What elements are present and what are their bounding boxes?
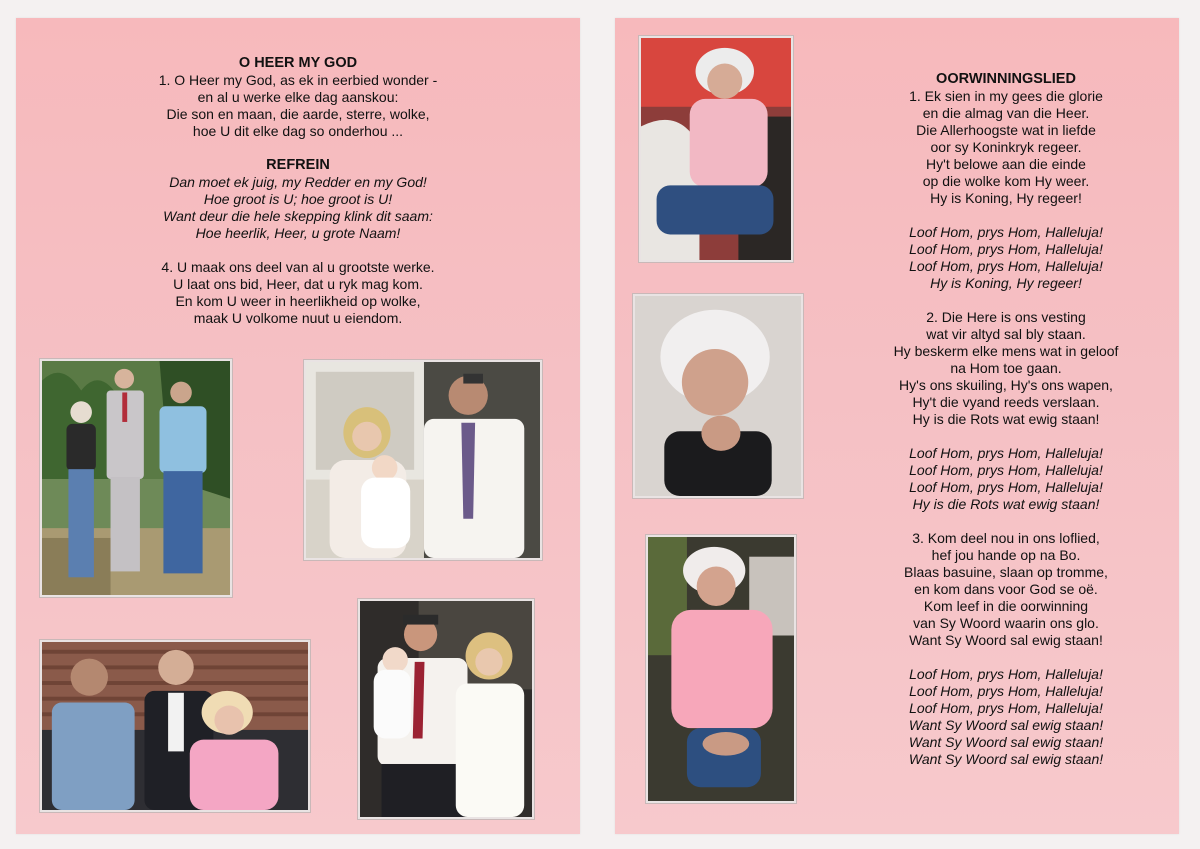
lyric-line: 1. Ek sien in my gees die glorie xyxy=(909,88,1103,104)
lyric-line: Hy is die Rots wat ewig staan! xyxy=(912,496,1100,512)
lyric-line: oor sy Koninkryk regeer. xyxy=(930,139,1082,155)
chorus-3 xyxy=(841,666,1171,768)
lyric-line: Loof Hom, prys Hom, Halleluja! xyxy=(909,683,1103,699)
lyric-line: Blaas basuine, slaan op tromme, xyxy=(904,564,1108,580)
lyric-line: van Sy Woord waarin ons glo. xyxy=(913,615,1099,631)
lyric-line: Loof Hom, prys Hom, Halleluja! xyxy=(909,224,1103,240)
lyric-line: Die Allerhoogste wat in liefde xyxy=(916,122,1096,138)
lyric-line: Hoe groot is U; hoe groot is U! xyxy=(203,191,393,207)
chorus-2 xyxy=(841,445,1171,513)
right-page xyxy=(615,18,1179,834)
lyric-line: wat vir altyd sal bly staan. xyxy=(926,326,1086,342)
lyric-line: Hoe heerlik, Heer, u grote Naam! xyxy=(195,225,401,241)
lyric-line: Hy's ons skuiling, Hy's ons wapen, xyxy=(899,377,1113,393)
lyric-line: Hy is Koning, Hy regeer! xyxy=(930,190,1082,206)
verse-3 xyxy=(841,530,1171,649)
verse-4 xyxy=(80,259,516,327)
lyric-line: Loof Hom, prys Hom, Halleluja! xyxy=(909,479,1103,495)
lyric-line: Die son en maan, die aarde, sterre, wolke, xyxy=(166,106,430,122)
lyric-line: hoe U dit elke dag so onderhou ... xyxy=(192,123,404,139)
portrait-photo-sofa xyxy=(639,36,793,262)
lyric-line: op die wolke kom Hy weer. xyxy=(922,173,1090,189)
lyric-line: en al u werke elke dag aanskou: xyxy=(197,89,399,105)
lyric-line: maak U volkome nuut u eiendom. xyxy=(193,310,403,326)
family-photo-couple-baby xyxy=(358,599,534,819)
lyric-line: 3. Kom deel nou in ons loflied, xyxy=(912,530,1100,546)
verse-1 xyxy=(80,72,516,140)
lyric-line: Loof Hom, prys Hom, Halleluja! xyxy=(909,258,1103,274)
hymn-title: O HEER MY GOD xyxy=(238,55,358,71)
lyric-line: 1. O Heer my God, as ek in eerbied wonder - xyxy=(158,72,438,88)
lyric-line: Loof Hom, prys Hom, Halleluja! xyxy=(909,462,1103,478)
portrait-photo-pink-blouse xyxy=(646,535,796,803)
refrain xyxy=(80,174,516,242)
lyric-line: Hy is Koning, Hy regeer! xyxy=(930,275,1082,291)
lyric-line: Loof Hom, prys Hom, Halleluja! xyxy=(909,666,1103,682)
lyric-line: hef jou hande op na Bo. xyxy=(931,547,1081,563)
lyric-line: Hy beskerm elke mens wat in geloof xyxy=(893,343,1119,359)
lyric-line: Hy is die Rots wat ewig staan! xyxy=(912,411,1100,427)
family-photo-seated xyxy=(40,640,310,812)
family-photo-garden xyxy=(40,359,232,597)
verse-1 xyxy=(841,88,1171,207)
lyric-line: Want deur die hele skepping klink dit saam: xyxy=(163,208,433,224)
lyric-line: Want Sy Woord sal ewig staan! xyxy=(908,717,1104,733)
verse-2 xyxy=(841,309,1171,428)
portrait-photo-chin-rest xyxy=(633,294,803,498)
chorus-1 xyxy=(841,224,1171,292)
lyric-line: en die almag van die Heer. xyxy=(922,105,1090,121)
lyric-line: Want Sy Woord sal ewig staan! xyxy=(908,734,1104,750)
lyric-line: Loof Hom, prys Hom, Halleluja! xyxy=(909,241,1103,257)
lyric-line: Hy't die vyand reeds verslaan. xyxy=(912,394,1100,410)
lyric-line: Loof Hom, prys Hom, Halleluja! xyxy=(909,700,1103,716)
lyric-line: En kom U weer in heerlikheid op wolke, xyxy=(175,293,421,309)
lyric-line: Want Sy Woord sal ewig staan! xyxy=(909,632,1103,648)
lyric-line: Hy't belowe aan die einde xyxy=(926,156,1086,172)
lyric-line: en kom dans voor God se oë. xyxy=(914,581,1098,597)
hymn-oorwinningslied xyxy=(841,71,1171,768)
lyric-line: U laat ons bid, Heer, dat u ryk mag kom. xyxy=(173,276,423,292)
lyric-line: Want Sy Woord sal ewig staan! xyxy=(908,751,1104,767)
hymn-title: OORWINNINGSLIED xyxy=(936,71,1076,87)
left-page xyxy=(16,18,580,834)
family-photo-baby xyxy=(304,360,542,560)
lyric-line: Kom leef in die oorwinning xyxy=(923,598,1089,614)
lyric-line: Loof Hom, prys Hom, Halleluja! xyxy=(909,445,1103,461)
lyric-line: 2. Die Here is ons vesting xyxy=(926,309,1086,325)
lyric-line: Dan moet ek juig, my Redder en my God! xyxy=(169,174,427,190)
hymn-o-heer-my-god xyxy=(80,55,516,327)
lyric-line: 4. U maak ons deel van al u grootste werke. xyxy=(161,259,435,275)
refrain-title: REFREIN xyxy=(266,157,330,173)
lyric-line: na Hom toe gaan. xyxy=(950,360,1062,376)
